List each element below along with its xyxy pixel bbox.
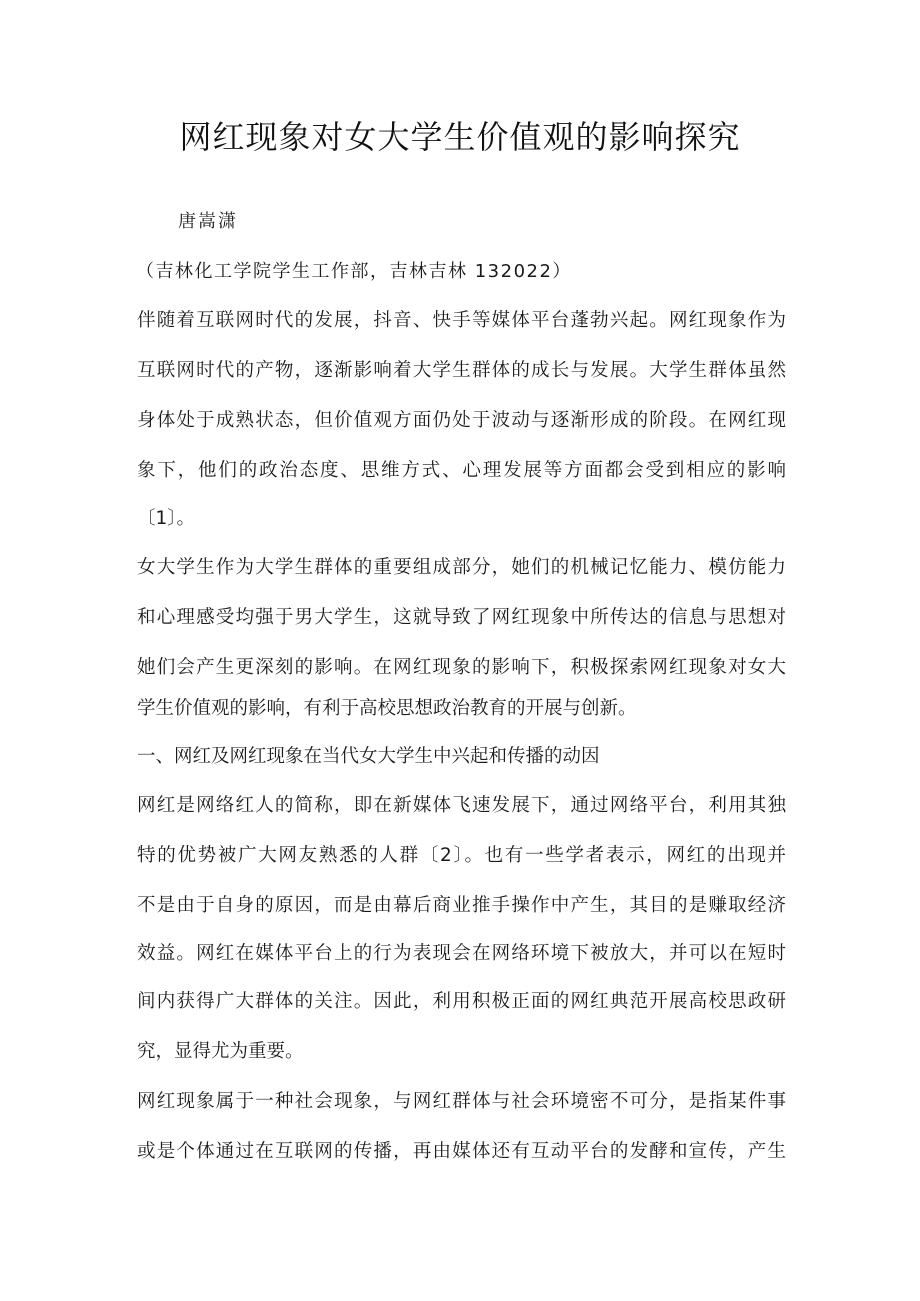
paragraph-1-line-5: 〔1〕。 — [137, 508, 196, 529]
paragraph-3-line-3: 不是由于自身的原因，而是由幕后商业推手操作中产生，其目的是赚取经济 — [137, 895, 786, 916]
paragraph-1-line-4: 象下，他们的政治态度、思维方式、心理发展等方面都会受到相应的影响 — [137, 460, 786, 481]
paragraph-2-line-4: 学生价值观的影响，有利于高校思想政治教育的开展与创新。 — [137, 698, 637, 719]
paragraph-1-line-2: 互联网时代的产物，逐渐影响着大学生群体的成长与发展。大学生群体虽然 — [137, 360, 786, 381]
paragraph-3-line-5: 间内获得广大群体的关注。因此，利用积极正面的网红典范开展高校思政研 — [137, 991, 786, 1012]
author-name: 唐嵩潇 — [178, 211, 238, 232]
paragraph-3-line-1: 网红是网络红人的简称，即在新媒体飞速发展下，通过网络平台，利用其独 — [137, 795, 786, 816]
paragraph-3-line-2: 特的优势被广大网友熟悉的人群〔2〕。也有一些学者表示，网红的出现并 — [137, 845, 786, 866]
paragraph-3-line-4: 效益。网红在媒体平台上的行为表现会在网络环境下被放大，并可以在短时 — [137, 943, 786, 964]
paragraph-2-line-3: 她们会产生更深刻的影响。在网红现象的影响下，积极探索网红现象对女大 — [137, 657, 786, 678]
paragraph-1-line-3: 身体处于成熟状态，但价值观方面仍处于波动与逐渐形成的阶段。在网红现 — [137, 410, 786, 431]
paragraph-4-line-1: 网红现象属于一种社会现象，与网红群体与社会环境密不可分，是指某件事 — [137, 1091, 786, 1112]
paragraph-1-line-1: 伴随着互联网时代的发展，抖音、快手等媒体平台蓬勃兴起。网红现象作为 — [137, 310, 786, 331]
section-heading-1: 一、网红及网红现象在当代女大学生中兴起和传播的动因 — [137, 746, 600, 767]
author-affiliation: （吉林化工学院学生工作部，吉林吉林 132022） — [136, 261, 572, 282]
paragraph-3-line-6: 究，显得尤为重要。 — [137, 1041, 304, 1062]
paragraph-2-line-2: 和心理感受均强于男大学生，这就导致了网红现象中所传达的信息与思想对 — [137, 607, 786, 628]
document-title: 网红现象对女大学生价值观的影响探究 — [179, 118, 741, 156]
paragraph-4-line-2: 或是个体通过在互联网的传播，再由媒体还有互动平台的发酵和宣传，产生 — [137, 1141, 786, 1162]
paragraph-2-line-1: 女大学生作为大学生群体的重要组成部分，她们的机械记忆能力、模仿能力 — [137, 557, 786, 578]
